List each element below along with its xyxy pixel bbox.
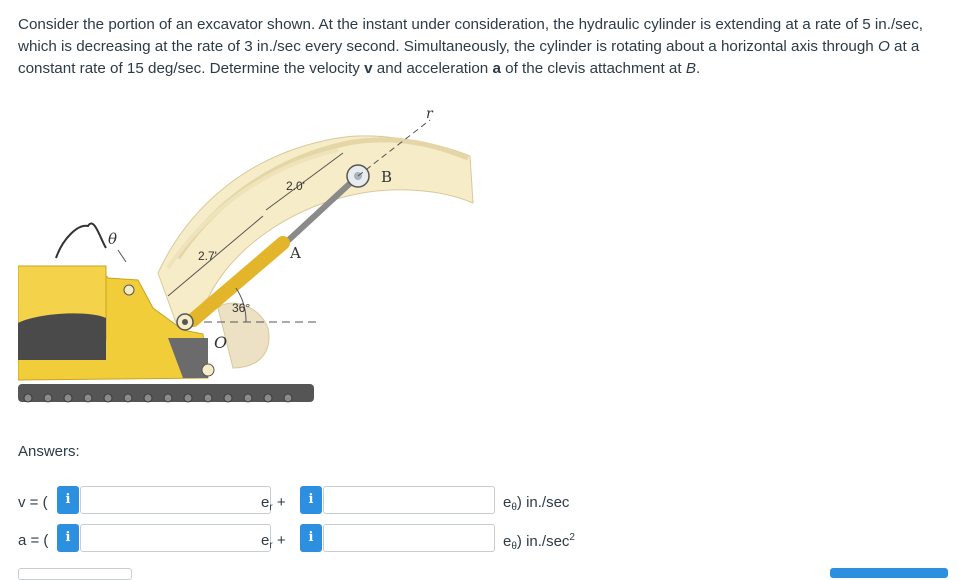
er-label: $e_r$ + [261, 494, 286, 513]
info-icon[interactable]: i [300, 486, 322, 514]
theta-line [118, 250, 126, 262]
angle-label-36: 36° [232, 301, 251, 315]
label-O: O [214, 333, 228, 352]
acceleration-theta-input[interactable] [323, 524, 495, 552]
excavator-figure [18, 98, 492, 412]
acceleration-row [18, 524, 958, 558]
velocity-row [18, 486, 958, 520]
velocity-r-input[interactable] [80, 486, 271, 514]
acceleration-unit: $e_\theta$) $in./\sec^2$ [503, 532, 575, 552]
dim-label-20: 2.0' [286, 179, 305, 193]
label-A: A [290, 244, 301, 262]
er-label: $e_r$ + [261, 532, 286, 551]
primary-button-edge[interactable] [830, 568, 948, 578]
cab-railing [56, 223, 106, 258]
question-text: Consider the portion of an excavator shown. At the instant under consideration, the hydraulic cylinder is extending at a rate of 5 in./sec, which is decreasing at the rate of 3 in./sec every second. Simultaneously, the cylinder is rotating about a horizontal axis through O at a constant rate of 15 deg/sec. Determine the velocity v and acceleration a of the clevis attachment at B. [18, 16, 924, 77]
label-r: r [426, 106, 433, 122]
velocity-label: v = ( [18, 494, 48, 511]
velocity-unit: $e_\theta$) in./sec [503, 494, 570, 513]
acceleration-label: a = ( [18, 532, 49, 549]
answers-heading: Answers: [18, 443, 80, 460]
label-B: B [381, 168, 393, 186]
pin-lower [202, 364, 214, 376]
info-icon[interactable]: i [57, 486, 79, 514]
info-icon[interactable]: i [57, 524, 79, 552]
dark-panel [18, 313, 106, 360]
pin-small [124, 285, 134, 295]
acceleration-r-input[interactable] [80, 524, 271, 552]
velocity-theta-input[interactable] [323, 486, 495, 514]
boom-arm [158, 136, 473, 328]
info-icon[interactable]: i [300, 524, 322, 552]
label-theta: θ [108, 230, 118, 248]
secondary-button-edge[interactable] [18, 568, 132, 580]
dim-label-27: 2.7' [198, 249, 217, 263]
